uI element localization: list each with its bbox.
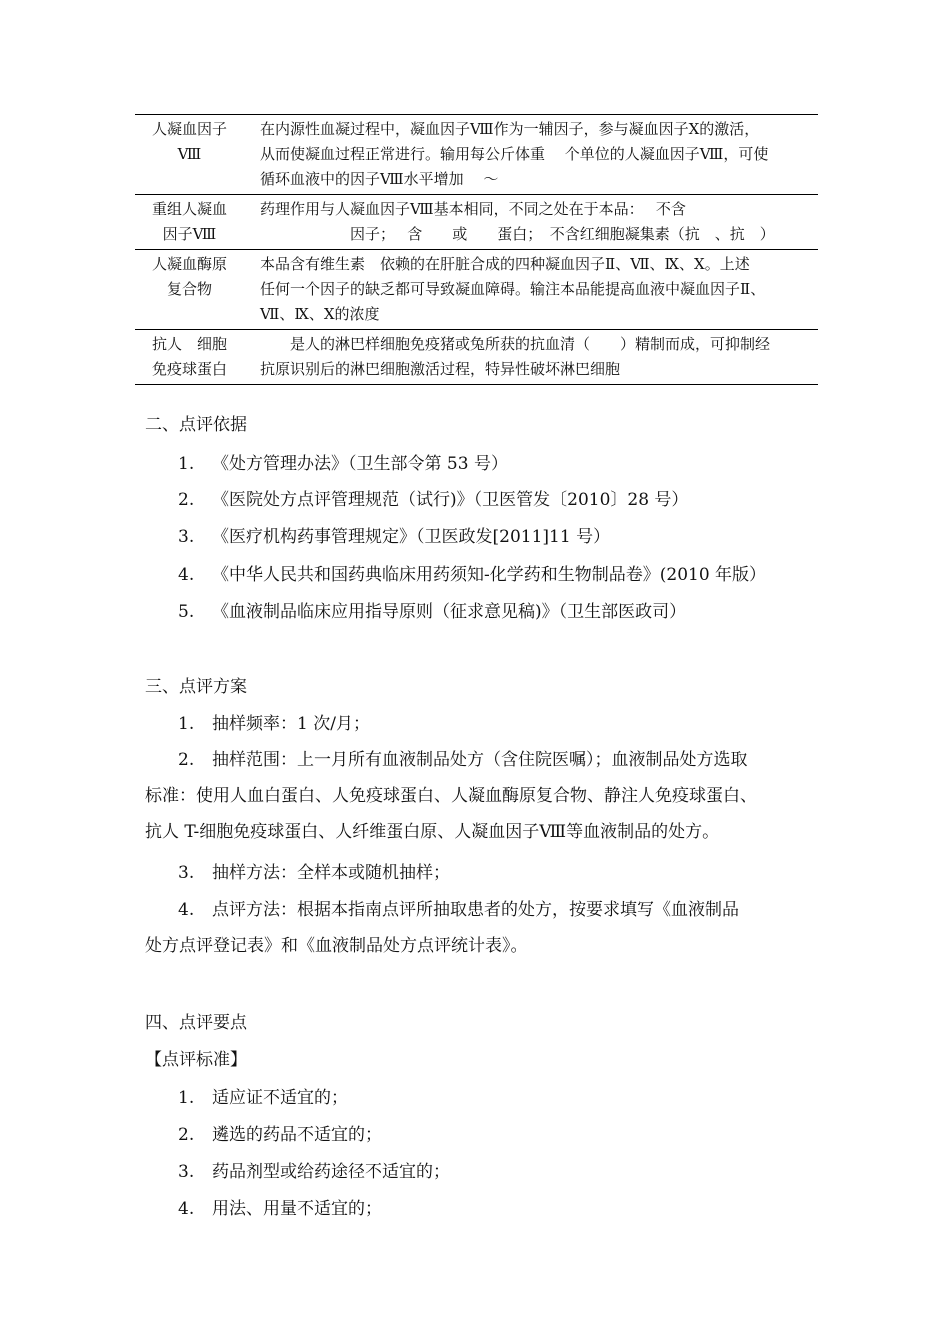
list-item — [178, 860, 450, 886]
drug-description: 从而使凝血过程正常进行。输用每公斤体重 个单位的人凝血因子Ⅷ，可使 — [260, 145, 769, 163]
list-item — [178, 1159, 450, 1185]
item-text: 抽样频率：1 次/月； — [212, 714, 370, 734]
item-number: 2. — [178, 490, 195, 510]
list-item — [178, 1122, 382, 1148]
paragraph-line: 标准：使用人血白蛋白、人免疫球蛋白、人凝血酶原复合物、静注人免疫球蛋白、 — [145, 786, 757, 806]
subsection-title: 【点评标准】 — [145, 1050, 247, 1070]
paragraph-line — [145, 892, 810, 928]
drug-name: 因子Ⅷ — [162, 225, 217, 243]
drug-name: 人凝血酶原 — [151, 255, 227, 273]
item-number: 4. — [178, 1199, 195, 1219]
drug-name: 人凝血因子 — [151, 120, 227, 138]
drug-description: 因子； 含 或 蛋白； 不含红细胞凝集素（抗 、抗 ） — [260, 225, 775, 243]
section-heading: 四、点评要点 — [145, 1013, 247, 1033]
drug-table — [135, 114, 818, 385]
item-text: 药品剂型或给药途径不适宜的； — [212, 1162, 450, 1182]
item-text: 《处方管理办法》（卫生部令第 53 号） — [212, 454, 508, 474]
drug-description: 任何一个因子的缺乏都可导致凝血障碍。输注本品能提高血液中凝血因子Ⅱ、 — [260, 280, 766, 298]
drug-name-cell — [135, 195, 250, 250]
item-text: 遴选的药品不适宜的； — [212, 1125, 382, 1145]
drug-name-cell — [135, 115, 250, 195]
item-number: 4. — [178, 565, 195, 585]
item-number: 1. — [178, 714, 195, 734]
item-number: 3. — [178, 863, 195, 883]
item-number: 5. — [178, 602, 195, 622]
list-item — [145, 892, 810, 964]
list-item — [178, 524, 610, 550]
table-row — [135, 330, 818, 385]
drug-description: 是人的淋巴样细胞免疫猪或兔所获的抗血清（ ）精制而成，可抑制经 — [260, 335, 771, 353]
drug-name: 免疫球蛋白 — [151, 360, 227, 378]
drug-description: 在内源性血凝过程中，凝血因子Ⅷ作为一辅因子，参与凝血因子Ⅹ的激活， — [260, 120, 760, 138]
item-text: 《医院处方点评管理规范（试行)》（卫医管发〔2010〕28 号） — [212, 490, 689, 510]
table-row — [135, 250, 818, 330]
item-text: 用法、用量不适宜的； — [212, 1199, 382, 1219]
item-number: 3. — [178, 527, 195, 547]
item-text: 《血液制品临床应用指导原则（征求意见稿)》（卫生部医政司） — [212, 602, 687, 622]
drug-description-cell — [250, 195, 818, 250]
list-item — [178, 599, 686, 625]
list-item — [178, 711, 370, 737]
item-number: 1. — [178, 454, 195, 474]
item-number: 4. — [178, 900, 195, 920]
list-item — [145, 742, 810, 850]
item-text: 适应证不适宜的； — [212, 1088, 348, 1108]
item-number: 3. — [178, 1162, 195, 1182]
table-row — [135, 115, 818, 195]
section-heading: 二、点评依据 — [145, 415, 247, 435]
table-row — [135, 195, 818, 250]
item-text: 《中华人民共和国药典临床用药须知-化学药和生物制品卷》(2010 年版） — [212, 565, 767, 585]
drug-name: Ⅷ — [177, 145, 202, 163]
list-item — [178, 1085, 348, 1111]
drug-description: 药理作用与人凝血因子Ⅷ基本相同，不同之处在于本品： 不含 — [260, 200, 686, 218]
item-number: 1. — [178, 1088, 195, 1108]
drug-name-cell — [135, 250, 250, 330]
item-number: 2. — [178, 750, 195, 770]
drug-description: 循环血液中的因子Ⅷ水平增加 ～ — [260, 170, 499, 188]
paragraph-line: 抗人 T-细胞免疫球蛋白、人纤维蛋白原、人凝血因子Ⅷ等血液制品的处方。 — [145, 822, 720, 842]
drug-name: 重组人凝血 — [151, 200, 227, 218]
drug-name-cell — [135, 330, 250, 385]
drug-description: Ⅶ、Ⅸ、Ⅹ的浓度 — [260, 305, 380, 323]
item-text: 抽样方法：全样本或随机抽样； — [212, 863, 450, 883]
item-number: 2. — [178, 1125, 195, 1145]
drug-description-cell — [250, 250, 818, 330]
list-item — [178, 1196, 382, 1222]
section-heading: 三、点评方案 — [145, 677, 247, 697]
item-text: 抽样范围：上一月所有血液制品处方（含住院医嘱）；血液制品处方选取 — [212, 750, 748, 770]
list-item — [178, 451, 508, 477]
paragraph-line — [145, 742, 810, 778]
drug-description: 抗原识别后的淋巴细胞激活过程，特异性破坏淋巴细胞 — [260, 360, 621, 378]
drug-description-cell — [250, 330, 818, 385]
paragraph-line: 处方点评登记表》和《血液制品处方点评统计表》。 — [145, 936, 528, 956]
drug-description-cell — [250, 115, 818, 195]
drug-name: 抗人 细胞 — [151, 335, 227, 353]
drug-description: 本品含有维生素 依赖的在肝脏合成的四种凝血因子Ⅱ、Ⅶ、Ⅸ、Ⅹ。上述 — [260, 255, 750, 273]
item-text: 点评方法：根据本指南点评所抽取患者的处方，按要求填写《血液制品 — [212, 900, 739, 920]
item-text: 《医疗机构药事管理规定》（卫医政发[2011]11 号） — [212, 527, 611, 547]
list-item — [178, 562, 766, 588]
drug-name: 复合物 — [166, 280, 212, 298]
list-item — [178, 487, 688, 513]
